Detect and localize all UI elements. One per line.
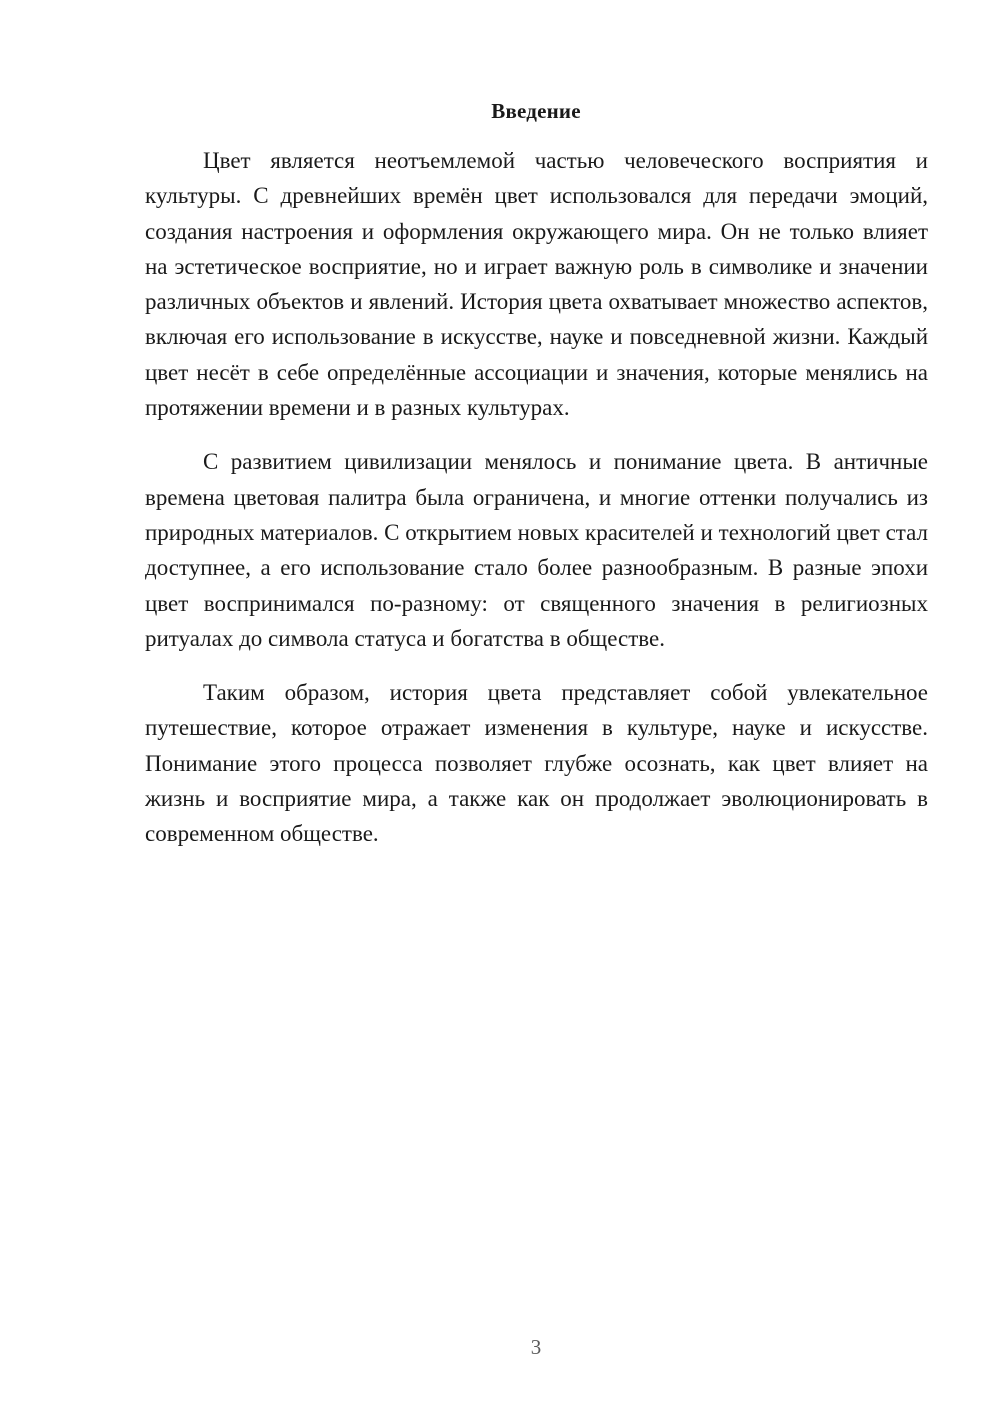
paragraph-1: Цвет является неотъемлемой частью человеческого восприятия и культуры. С древнейших времён цвет использовался для передачи эмоций, создания настроения и оформления окружающего мира. Он не только влияет на эстетическое восприятие, но и играет важную роль в символике и значении различных объектов и явлений. История цвета охватывает множество аспектов, включая его использование в искусстве, науке и повседневной жизни. Каждый цвет несёт в себе определённые ассоциации и значения, которые менялись на протяжении времени и в разных культурах. xyxy=(145,148,928,421)
paragraph-3: Таким образом, история цвета представляет собой увлекательное путешествие, которое отражает изменения в культуре, науке и искусстве. Понимание этого процесса позволяет глубже осознать, как цвет влияет на жизнь и восприятие мира, а также как он продолжает эволюционировать в современном обществе. xyxy=(145,680,928,847)
page-number: 3 xyxy=(530,1335,542,1359)
section-title: Введение xyxy=(491,99,581,123)
body-text xyxy=(145,143,928,871)
paragraph-2: С развитием цивилизации менялось и понимание цвета. В античные времена цветовая палитра была ограничена, и многие оттенки получались из природных материалов. С открытием новых красителей и технологий цвет стал доступнее, а его использование стало более разнообразным. В разные эпохи цвет воспринимался по-разному: от священного значения в религиозных ритуалах до символа статуса и богатства в обществе. xyxy=(145,449,928,651)
